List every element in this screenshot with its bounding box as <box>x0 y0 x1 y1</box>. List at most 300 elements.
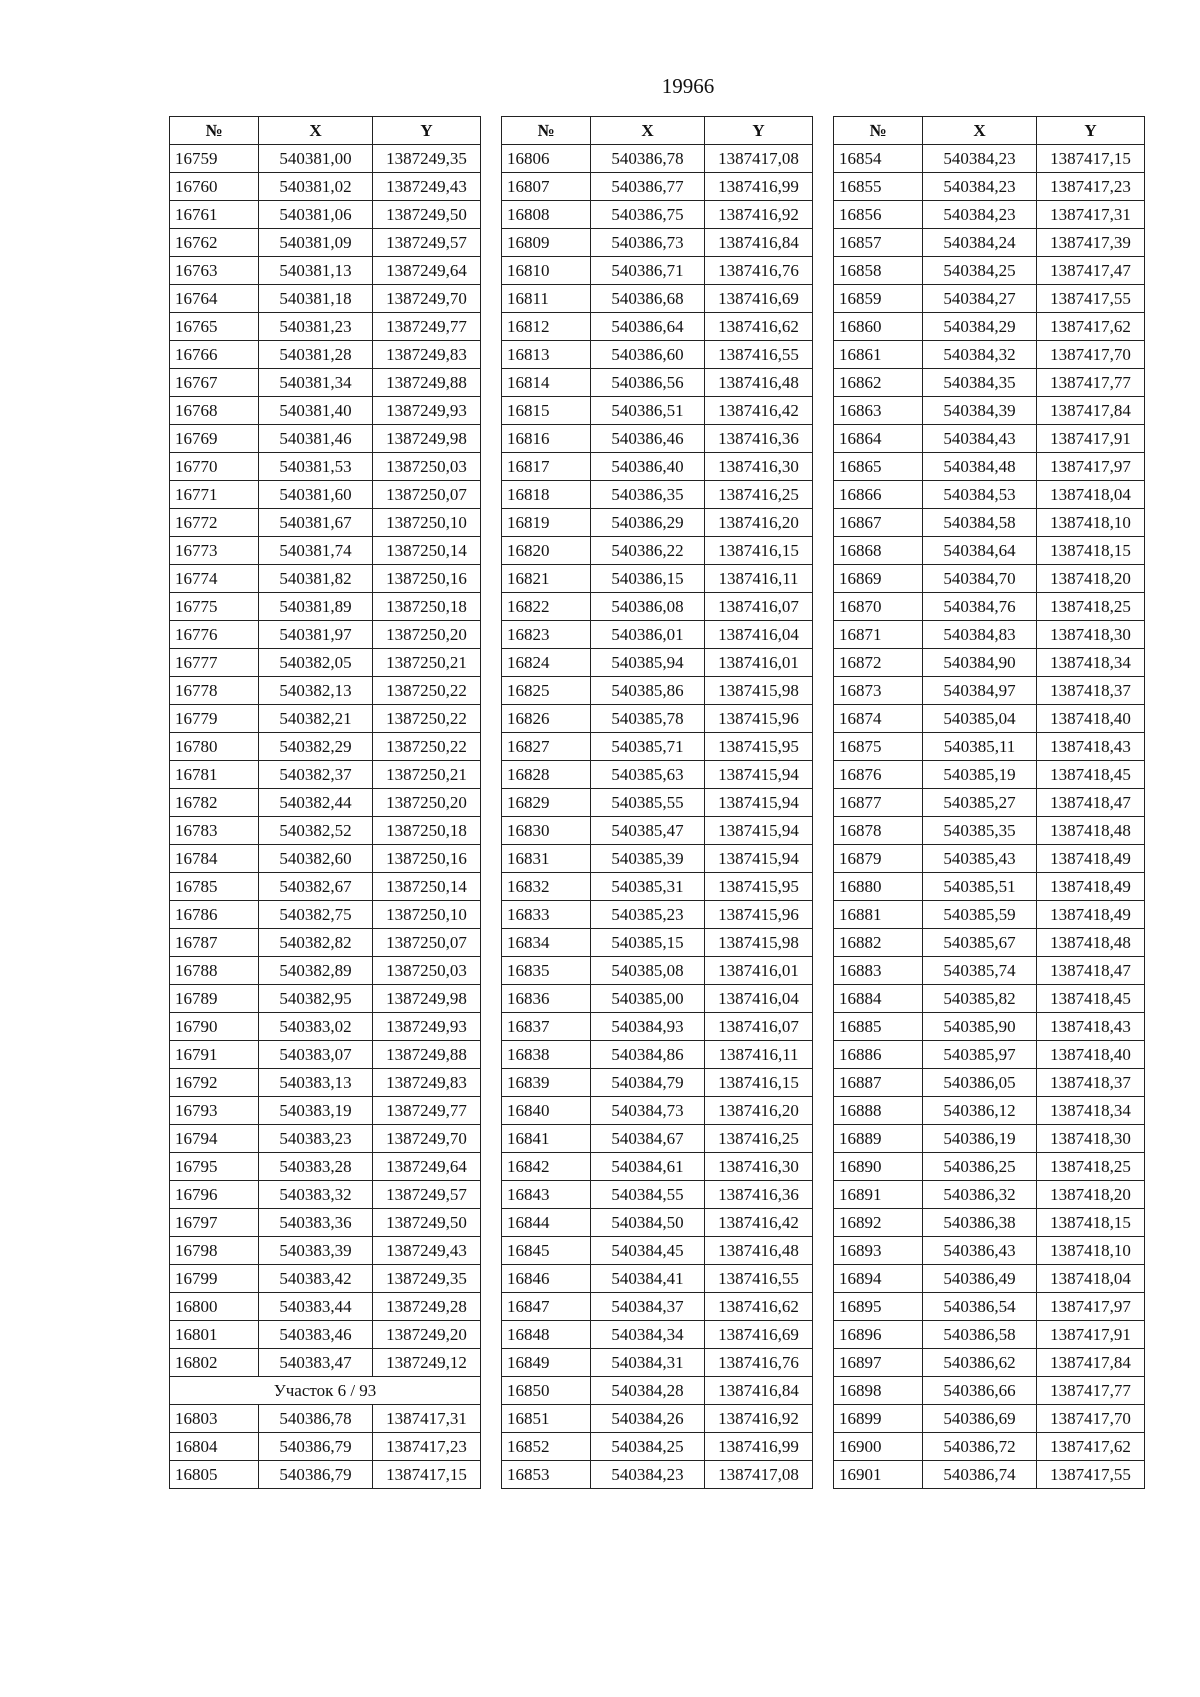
y-coordinate-cell: 1387250,14 <box>373 537 481 565</box>
x-coordinate-cell: 540384,90 <box>923 649 1037 677</box>
x-coordinate-cell: 540386,78 <box>591 145 705 173</box>
table-row <box>170 1181 481 1209</box>
point-number-cell: 16875 <box>834 733 923 761</box>
point-number-cell: 16817 <box>502 453 591 481</box>
point-number-cell: 16852 <box>502 1433 591 1461</box>
table-row <box>170 537 481 565</box>
x-coordinate-cell: 540382,05 <box>259 649 373 677</box>
x-coordinate-cell: 540384,27 <box>923 285 1037 313</box>
table-row <box>502 1293 813 1321</box>
point-number-cell: 16811 <box>502 285 591 313</box>
x-coordinate-cell: 540381,28 <box>259 341 373 369</box>
point-number-cell: 16862 <box>834 369 923 397</box>
x-coordinate-cell: 540386,05 <box>923 1069 1037 1097</box>
point-number-cell: 16826 <box>502 705 591 733</box>
point-number-cell: 16763 <box>170 257 259 285</box>
y-coordinate-cell: 1387416,20 <box>705 509 813 537</box>
table-row <box>502 257 813 285</box>
y-coordinate-cell: 1387417,77 <box>1037 1377 1145 1405</box>
y-coordinate-cell: 1387418,45 <box>1037 985 1145 1013</box>
point-number-cell: 16876 <box>834 761 923 789</box>
y-coordinate-cell: 1387416,42 <box>705 1209 813 1237</box>
x-coordinate-cell: 540385,08 <box>591 957 705 985</box>
header-number: № <box>502 117 591 145</box>
point-number-cell: 16894 <box>834 1265 923 1293</box>
point-number-cell: 16851 <box>502 1405 591 1433</box>
x-coordinate-cell: 540382,95 <box>259 985 373 1013</box>
x-coordinate-cell: 540386,71 <box>591 257 705 285</box>
point-number-cell: 16788 <box>170 957 259 985</box>
x-coordinate-cell: 540381,53 <box>259 453 373 481</box>
x-coordinate-cell: 540383,07 <box>259 1041 373 1069</box>
x-coordinate-cell: 540385,74 <box>923 957 1037 985</box>
point-number-cell: 16815 <box>502 397 591 425</box>
x-coordinate-cell: 540384,41 <box>591 1265 705 1293</box>
table-row <box>834 257 1145 285</box>
x-coordinate-cell: 540384,31 <box>591 1349 705 1377</box>
x-coordinate-cell: 540385,59 <box>923 901 1037 929</box>
point-number-cell: 16798 <box>170 1237 259 1265</box>
table-row <box>170 481 481 509</box>
x-coordinate-cell: 540386,79 <box>259 1461 373 1489</box>
y-coordinate-cell: 1387418,45 <box>1037 761 1145 789</box>
point-number-cell: 16784 <box>170 845 259 873</box>
table-row <box>170 313 481 341</box>
point-number-cell: 16832 <box>502 873 591 901</box>
y-coordinate-cell: 1387418,10 <box>1037 509 1145 537</box>
y-coordinate-cell: 1387249,35 <box>373 1265 481 1293</box>
table-row <box>170 621 481 649</box>
x-coordinate-cell: 540386,19 <box>923 1125 1037 1153</box>
x-coordinate-cell: 540384,55 <box>591 1181 705 1209</box>
point-number-cell: 16789 <box>170 985 259 1013</box>
point-number-cell: 16835 <box>502 957 591 985</box>
y-coordinate-cell: 1387250,22 <box>373 677 481 705</box>
y-coordinate-cell: 1387416,42 <box>705 397 813 425</box>
y-coordinate-cell: 1387250,16 <box>373 565 481 593</box>
y-coordinate-cell: 1387416,07 <box>705 1013 813 1041</box>
y-coordinate-cell: 1387417,55 <box>1037 1461 1145 1489</box>
table-row <box>502 1097 813 1125</box>
point-number-cell: 16795 <box>170 1153 259 1181</box>
y-coordinate-cell: 1387250,21 <box>373 649 481 677</box>
point-number-cell: 16847 <box>502 1293 591 1321</box>
point-number-cell: 16829 <box>502 789 591 817</box>
table-row <box>834 369 1145 397</box>
table-row <box>170 705 481 733</box>
table-row <box>834 1265 1145 1293</box>
x-coordinate-cell: 540384,29 <box>923 313 1037 341</box>
x-coordinate-cell: 540383,42 <box>259 1265 373 1293</box>
x-coordinate-cell: 540381,06 <box>259 201 373 229</box>
y-coordinate-cell: 1387416,30 <box>705 1153 813 1181</box>
table-row <box>502 1237 813 1265</box>
table-row <box>170 341 481 369</box>
table-row <box>834 845 1145 873</box>
y-coordinate-cell: 1387416,84 <box>705 1377 813 1405</box>
table-row <box>834 509 1145 537</box>
x-coordinate-cell: 540386,38 <box>923 1209 1037 1237</box>
point-number-cell: 16772 <box>170 509 259 537</box>
y-coordinate-cell: 1387249,98 <box>373 985 481 1013</box>
point-number-cell: 16809 <box>502 229 591 257</box>
x-coordinate-cell: 540384,32 <box>923 341 1037 369</box>
table-row <box>502 369 813 397</box>
y-coordinate-cell: 1387416,04 <box>705 621 813 649</box>
y-coordinate-cell: 1387249,77 <box>373 313 481 341</box>
y-coordinate-cell: 1387418,34 <box>1037 1097 1145 1125</box>
point-number-cell: 16845 <box>502 1237 591 1265</box>
table-row <box>834 1321 1145 1349</box>
x-coordinate-cell: 540386,46 <box>591 425 705 453</box>
x-coordinate-cell: 540385,31 <box>591 873 705 901</box>
y-coordinate-cell: 1387416,92 <box>705 1405 813 1433</box>
y-coordinate-cell: 1387417,70 <box>1037 1405 1145 1433</box>
x-coordinate-cell: 540382,82 <box>259 929 373 957</box>
point-number-cell: 16883 <box>834 957 923 985</box>
x-coordinate-cell: 540386,40 <box>591 453 705 481</box>
table-row <box>502 621 813 649</box>
y-coordinate-cell: 1387416,15 <box>705 1069 813 1097</box>
y-coordinate-cell: 1387418,15 <box>1037 537 1145 565</box>
table-row <box>170 453 481 481</box>
x-coordinate-cell: 540386,22 <box>591 537 705 565</box>
header-y: Y <box>705 117 813 145</box>
y-coordinate-cell: 1387249,50 <box>373 201 481 229</box>
x-coordinate-cell: 540381,23 <box>259 313 373 341</box>
y-coordinate-cell: 1387418,47 <box>1037 957 1145 985</box>
x-coordinate-cell: 540382,44 <box>259 789 373 817</box>
point-number-cell: 16873 <box>834 677 923 705</box>
x-coordinate-cell: 540386,58 <box>923 1321 1037 1349</box>
point-number-cell: 16781 <box>170 761 259 789</box>
x-coordinate-cell: 540382,37 <box>259 761 373 789</box>
table-row <box>502 705 813 733</box>
table-row <box>834 733 1145 761</box>
point-number-cell: 16777 <box>170 649 259 677</box>
point-number-cell: 16837 <box>502 1013 591 1041</box>
point-number-cell: 16901 <box>834 1461 923 1489</box>
point-number-cell: 16831 <box>502 845 591 873</box>
y-coordinate-cell: 1387416,55 <box>705 1265 813 1293</box>
x-coordinate-cell: 540382,13 <box>259 677 373 705</box>
y-coordinate-cell: 1387249,98 <box>373 425 481 453</box>
table-row <box>834 397 1145 425</box>
x-coordinate-cell: 540384,28 <box>591 1377 705 1405</box>
point-number-cell: 16767 <box>170 369 259 397</box>
point-number-cell: 16825 <box>502 677 591 705</box>
table-row <box>834 1097 1145 1125</box>
x-coordinate-cell: 540381,60 <box>259 481 373 509</box>
x-coordinate-cell: 540383,46 <box>259 1321 373 1349</box>
y-coordinate-cell: 1387416,25 <box>705 1125 813 1153</box>
table-row <box>502 957 813 985</box>
x-coordinate-cell: 540385,63 <box>591 761 705 789</box>
point-number-cell: 16834 <box>502 929 591 957</box>
x-coordinate-cell: 540386,68 <box>591 285 705 313</box>
point-number-cell: 16786 <box>170 901 259 929</box>
point-number-cell: 16868 <box>834 537 923 565</box>
y-coordinate-cell: 1387417,39 <box>1037 229 1145 257</box>
point-number-cell: 16836 <box>502 985 591 1013</box>
table-row <box>502 229 813 257</box>
table-row <box>502 201 813 229</box>
x-coordinate-cell: 540385,86 <box>591 677 705 705</box>
header-x: X <box>259 117 373 145</box>
point-number-cell: 16810 <box>502 257 591 285</box>
x-coordinate-cell: 540381,97 <box>259 621 373 649</box>
point-number-cell: 16796 <box>170 1181 259 1209</box>
table-row <box>502 1461 813 1489</box>
table-row <box>834 817 1145 845</box>
table-row <box>170 565 481 593</box>
table-row <box>502 1265 813 1293</box>
y-coordinate-cell: 1387417,84 <box>1037 1349 1145 1377</box>
y-coordinate-cell: 1387249,70 <box>373 285 481 313</box>
x-coordinate-cell: 540386,43 <box>923 1237 1037 1265</box>
x-coordinate-cell: 540386,78 <box>259 1405 373 1433</box>
table-row <box>170 1461 481 1489</box>
table-row <box>170 761 481 789</box>
y-coordinate-cell: 1387249,64 <box>373 1153 481 1181</box>
x-coordinate-cell: 540386,35 <box>591 481 705 509</box>
y-coordinate-cell: 1387417,31 <box>1037 201 1145 229</box>
point-number-cell: 16770 <box>170 453 259 481</box>
x-coordinate-cell: 540386,72 <box>923 1433 1037 1461</box>
point-number-cell: 16895 <box>834 1293 923 1321</box>
point-number-cell: 16854 <box>834 145 923 173</box>
y-coordinate-cell: 1387250,22 <box>373 733 481 761</box>
table-row <box>834 1237 1145 1265</box>
table-row <box>834 1209 1145 1237</box>
x-coordinate-cell: 540385,00 <box>591 985 705 1013</box>
point-number-cell: 16860 <box>834 313 923 341</box>
table-row <box>502 1041 813 1069</box>
point-number-cell: 16814 <box>502 369 591 397</box>
y-coordinate-cell: 1387416,62 <box>705 1293 813 1321</box>
y-coordinate-cell: 1387418,37 <box>1037 677 1145 705</box>
y-coordinate-cell: 1387418,04 <box>1037 481 1145 509</box>
point-number-cell: 16821 <box>502 565 591 593</box>
header-y: Y <box>1037 117 1145 145</box>
table-row <box>834 957 1145 985</box>
table-row <box>170 1405 481 1433</box>
y-coordinate-cell: 1387417,31 <box>373 1405 481 1433</box>
y-coordinate-cell: 1387417,23 <box>1037 173 1145 201</box>
table-row <box>170 929 481 957</box>
point-number-cell: 16892 <box>834 1209 923 1237</box>
point-number-cell: 16801 <box>170 1321 259 1349</box>
y-coordinate-cell: 1387417,70 <box>1037 341 1145 369</box>
x-coordinate-cell: 540382,21 <box>259 705 373 733</box>
point-number-cell: 16802 <box>170 1349 259 1377</box>
x-coordinate-cell: 540382,52 <box>259 817 373 845</box>
table-row <box>502 649 813 677</box>
y-coordinate-cell: 1387249,83 <box>373 341 481 369</box>
x-coordinate-cell: 540381,67 <box>259 509 373 537</box>
x-coordinate-cell: 540386,49 <box>923 1265 1037 1293</box>
y-coordinate-cell: 1387418,10 <box>1037 1237 1145 1265</box>
y-coordinate-cell: 1387418,20 <box>1037 565 1145 593</box>
y-coordinate-cell: 1387417,15 <box>1037 145 1145 173</box>
x-coordinate-cell: 540383,36 <box>259 1209 373 1237</box>
point-number-cell: 16850 <box>502 1377 591 1405</box>
y-coordinate-cell: 1387417,08 <box>705 145 813 173</box>
header-x: X <box>591 117 705 145</box>
x-coordinate-cell: 540386,75 <box>591 201 705 229</box>
x-coordinate-cell: 540386,29 <box>591 509 705 537</box>
y-coordinate-cell: 1387417,84 <box>1037 397 1145 425</box>
y-coordinate-cell: 1387249,57 <box>373 229 481 257</box>
table-row <box>170 1433 481 1461</box>
y-coordinate-cell: 1387416,30 <box>705 453 813 481</box>
y-coordinate-cell: 1387418,20 <box>1037 1181 1145 1209</box>
x-coordinate-cell: 540385,71 <box>591 733 705 761</box>
x-coordinate-cell: 540381,89 <box>259 593 373 621</box>
point-number-cell: 16833 <box>502 901 591 929</box>
y-coordinate-cell: 1387250,21 <box>373 761 481 789</box>
table-row <box>170 1153 481 1181</box>
x-coordinate-cell: 540383,23 <box>259 1125 373 1153</box>
table-row <box>502 565 813 593</box>
table-row <box>502 1377 813 1405</box>
y-coordinate-cell: 1387416,69 <box>705 285 813 313</box>
point-number-cell: 16816 <box>502 425 591 453</box>
y-coordinate-cell: 1387418,48 <box>1037 929 1145 957</box>
table-row <box>502 1349 813 1377</box>
point-number-cell: 16843 <box>502 1181 591 1209</box>
table-row <box>834 1069 1145 1097</box>
x-coordinate-cell: 540384,79 <box>591 1069 705 1097</box>
y-coordinate-cell: 1387249,70 <box>373 1125 481 1153</box>
table-row <box>170 229 481 257</box>
table-row <box>170 173 481 201</box>
y-coordinate-cell: 1387418,15 <box>1037 1209 1145 1237</box>
table-row <box>170 1349 481 1377</box>
y-coordinate-cell: 1387416,25 <box>705 481 813 509</box>
point-number-cell: 16874 <box>834 705 923 733</box>
x-coordinate-cell: 540381,13 <box>259 257 373 285</box>
table-row <box>834 761 1145 789</box>
x-coordinate-cell: 540385,27 <box>923 789 1037 817</box>
table-row <box>170 817 481 845</box>
y-coordinate-cell: 1387417,15 <box>373 1461 481 1489</box>
y-coordinate-cell: 1387415,94 <box>705 845 813 873</box>
point-number-cell: 16888 <box>834 1097 923 1125</box>
point-number-cell: 16844 <box>502 1209 591 1237</box>
table-row <box>170 873 481 901</box>
y-coordinate-cell: 1387418,43 <box>1037 1013 1145 1041</box>
table-row <box>170 1041 481 1069</box>
x-coordinate-cell: 540386,62 <box>923 1349 1037 1377</box>
table-row <box>834 145 1145 173</box>
table-row <box>170 1321 481 1349</box>
x-coordinate-cell: 540385,78 <box>591 705 705 733</box>
point-number-cell: 16827 <box>502 733 591 761</box>
y-coordinate-cell: 1387249,43 <box>373 173 481 201</box>
x-coordinate-cell: 540385,43 <box>923 845 1037 873</box>
y-coordinate-cell: 1387416,99 <box>705 173 813 201</box>
table-row <box>834 565 1145 593</box>
point-number-cell: 16761 <box>170 201 259 229</box>
point-number-cell: 16885 <box>834 1013 923 1041</box>
y-coordinate-cell: 1387249,12 <box>373 1349 481 1377</box>
table-row <box>834 173 1145 201</box>
point-number-cell: 16823 <box>502 621 591 649</box>
y-coordinate-cell: 1387415,94 <box>705 789 813 817</box>
point-number-cell: 16893 <box>834 1237 923 1265</box>
y-coordinate-cell: 1387418,43 <box>1037 733 1145 761</box>
y-coordinate-cell: 1387418,25 <box>1037 1153 1145 1181</box>
x-coordinate-cell: 540386,73 <box>591 229 705 257</box>
x-coordinate-cell: 540384,48 <box>923 453 1037 481</box>
x-coordinate-cell: 540381,09 <box>259 229 373 257</box>
table-row <box>170 1013 481 1041</box>
y-coordinate-cell: 1387250,03 <box>373 453 481 481</box>
y-coordinate-cell: 1387418,49 <box>1037 845 1145 873</box>
table-row <box>170 201 481 229</box>
point-number-cell: 16859 <box>834 285 923 313</box>
point-number-cell: 16779 <box>170 705 259 733</box>
table-row <box>170 649 481 677</box>
point-number-cell: 16799 <box>170 1265 259 1293</box>
table-row <box>502 761 813 789</box>
point-number-cell: 16773 <box>170 537 259 565</box>
point-number-cell: 16768 <box>170 397 259 425</box>
y-coordinate-cell: 1387418,49 <box>1037 873 1145 901</box>
point-number-cell: 16882 <box>834 929 923 957</box>
point-number-cell: 16764 <box>170 285 259 313</box>
table-row <box>834 705 1145 733</box>
table-row <box>834 341 1145 369</box>
y-coordinate-cell: 1387416,20 <box>705 1097 813 1125</box>
y-coordinate-cell: 1387250,07 <box>373 929 481 957</box>
y-coordinate-cell: 1387417,62 <box>1037 1433 1145 1461</box>
x-coordinate-cell: 540385,47 <box>591 817 705 845</box>
point-number-cell: 16866 <box>834 481 923 509</box>
y-coordinate-cell: 1387416,07 <box>705 593 813 621</box>
point-number-cell: 16774 <box>170 565 259 593</box>
y-coordinate-cell: 1387415,96 <box>705 705 813 733</box>
point-number-cell: 16766 <box>170 341 259 369</box>
x-coordinate-cell: 540384,86 <box>591 1041 705 1069</box>
coordinates-table-3 <box>833 116 1145 1489</box>
table-row <box>834 1349 1145 1377</box>
y-coordinate-cell: 1387418,34 <box>1037 649 1145 677</box>
y-coordinate-cell: 1387249,35 <box>373 145 481 173</box>
point-number-cell: 16889 <box>834 1125 923 1153</box>
table-row <box>170 733 481 761</box>
x-coordinate-cell: 540385,97 <box>923 1041 1037 1069</box>
table-row <box>502 677 813 705</box>
y-coordinate-cell: 1387416,76 <box>705 1349 813 1377</box>
point-number-cell: 16780 <box>170 733 259 761</box>
x-coordinate-cell: 540386,08 <box>591 593 705 621</box>
table-row <box>834 1405 1145 1433</box>
x-coordinate-cell: 540384,45 <box>591 1237 705 1265</box>
table-row <box>170 1265 481 1293</box>
table-row <box>170 789 481 817</box>
y-coordinate-cell: 1387416,36 <box>705 425 813 453</box>
x-coordinate-cell: 540385,94 <box>591 649 705 677</box>
point-number-cell: 16853 <box>502 1461 591 1489</box>
point-number-cell: 16870 <box>834 593 923 621</box>
y-coordinate-cell: 1387250,10 <box>373 509 481 537</box>
y-coordinate-cell: 1387418,47 <box>1037 789 1145 817</box>
point-number-cell: 16769 <box>170 425 259 453</box>
x-coordinate-cell: 540385,04 <box>923 705 1037 733</box>
point-number-cell: 16765 <box>170 313 259 341</box>
